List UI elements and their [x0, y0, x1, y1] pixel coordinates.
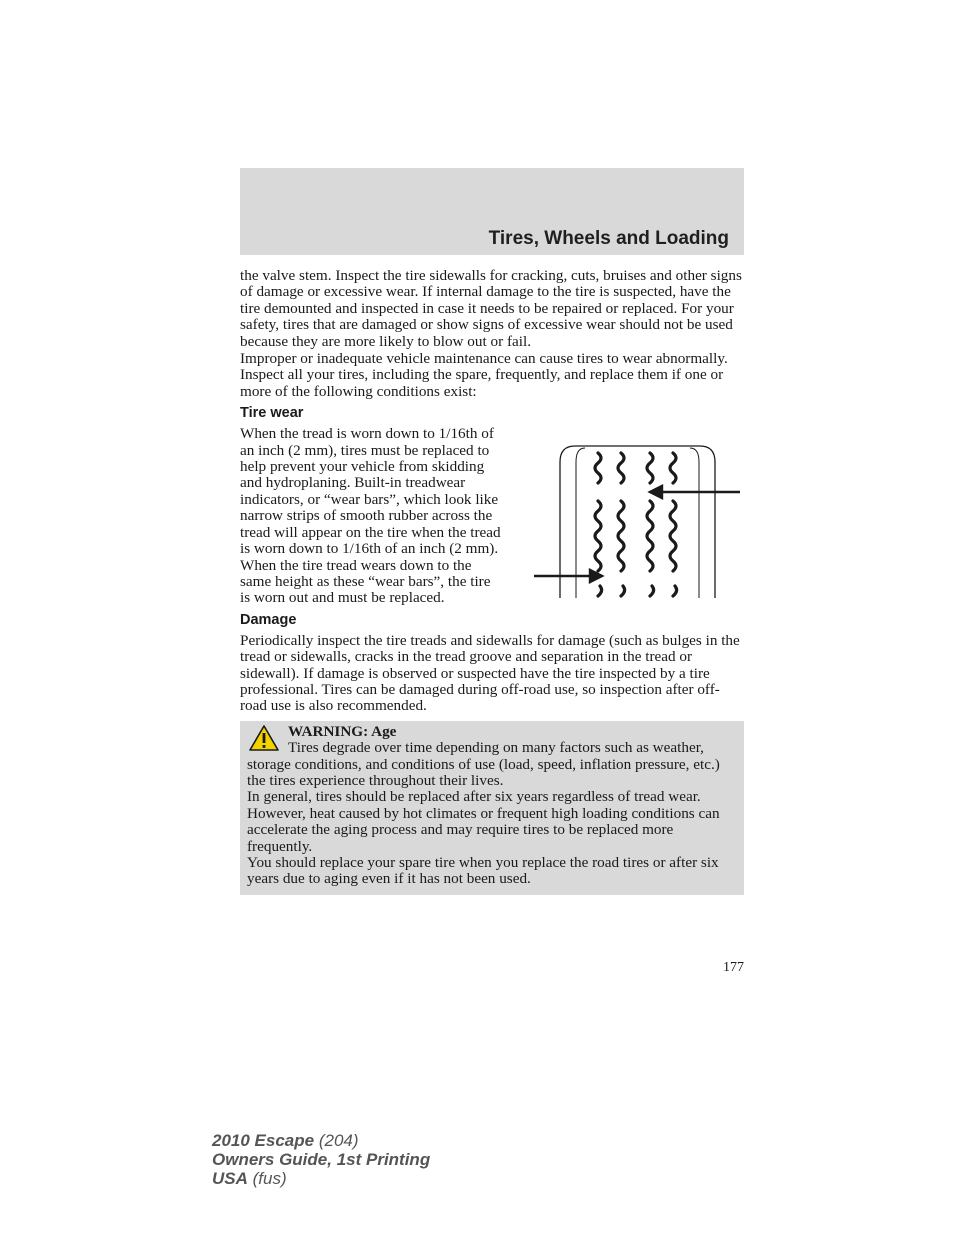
damage-heading: Damage	[240, 611, 297, 628]
page-number: 177	[723, 960, 744, 975]
warning-paragraph-1: Tires degrade over time depending on many factors such as weather, storage conditions, and conditions of use (load, speed, inflation pressure, etc.) the tires experience throughout their lives.	[247, 739, 720, 789]
wear-bar-arrow-right	[650, 486, 740, 498]
footer-model: 2010 Escape	[212, 1131, 315, 1150]
warning-paragraph-3: You should replace your spare tire when you replace the road tires or after six years due to aging even if it has not been used.	[247, 854, 719, 888]
footer-line-market	[212, 1169, 430, 1188]
footer-line-model	[212, 1131, 430, 1150]
warning-title: WARNING: Age	[288, 722, 397, 740]
tread-grooves	[595, 453, 677, 596]
footer-line-guide	[212, 1150, 430, 1169]
footer-market-code: (fus)	[252, 1169, 287, 1188]
paragraph-maintenance: Improper or inadequate vehicle maintenance can cause tires to wear abnormally. Inspect all your tires, including the spare, frequently, and replace them if one or more of the following conditions exist:	[240, 350, 728, 400]
tire-wear-bar-illustration	[510, 426, 760, 606]
document-footer	[212, 1131, 430, 1188]
section-title: Tires, Wheels and Loading	[488, 228, 729, 249]
tire-wear-paragraph: When the tread is worn down to 1/16th of an inch (2 mm), tires must be replaced to help prevent your vehicle from skidding and hydroplaning. Built-in treadwear indicators, or “wear bars”, which look like narrow strips of smooth rubber across the tread will appear on the tire when the tread is worn down to 1/16th of an inch (2 mm). When the tire tread wears down to the same height as these “wear bars”, the tire is worn out and must be replaced.	[240, 425, 501, 607]
damage-paragraph: Periodically inspect the tire treads and sidewalls for damage (such as bulges in the tread or sidewalls, cracks in the tread groove and separation in the tread or sidewall). If damage is observed or suspected have the tire inspected by a tire professional. Tires can be damaged during off-road use, so inspection after off-road use is also recommended.	[240, 631, 740, 715]
warning-box	[240, 721, 744, 895]
paragraph-valve-stem: the valve stem. Inspect the tire sidewalls for cracking, cuts, bruises and other signs of damage or excessive wear. If internal damage to the tire is suspected, have the tire demounted and inspected in case it needs to be repaired or replaced. For your safety, tires that are damaged or show signs of excessive wear should not be used because they are more likely to blow out or fail.	[240, 267, 742, 350]
wear-bar-arrow-left	[534, 570, 602, 582]
section-header-band	[240, 168, 744, 255]
warning-paragraph-2: In general, tires should be replaced after six years regardless of tread wear. However, heat caused by hot climates or frequent high loading conditions can accelerate the aging process and may require tires to be replaced more frequently.	[247, 788, 720, 855]
footer-guide: Owners Guide, 1st Printing	[212, 1150, 431, 1169]
footer-model-code: (204)	[318, 1131, 359, 1150]
footer-market: USA	[212, 1169, 248, 1188]
warning-triangle-icon	[248, 724, 280, 752]
page-content	[240, 268, 744, 895]
tire-wear-heading: Tire wear	[240, 405, 304, 422]
tire-shoulder-line	[690, 448, 699, 598]
